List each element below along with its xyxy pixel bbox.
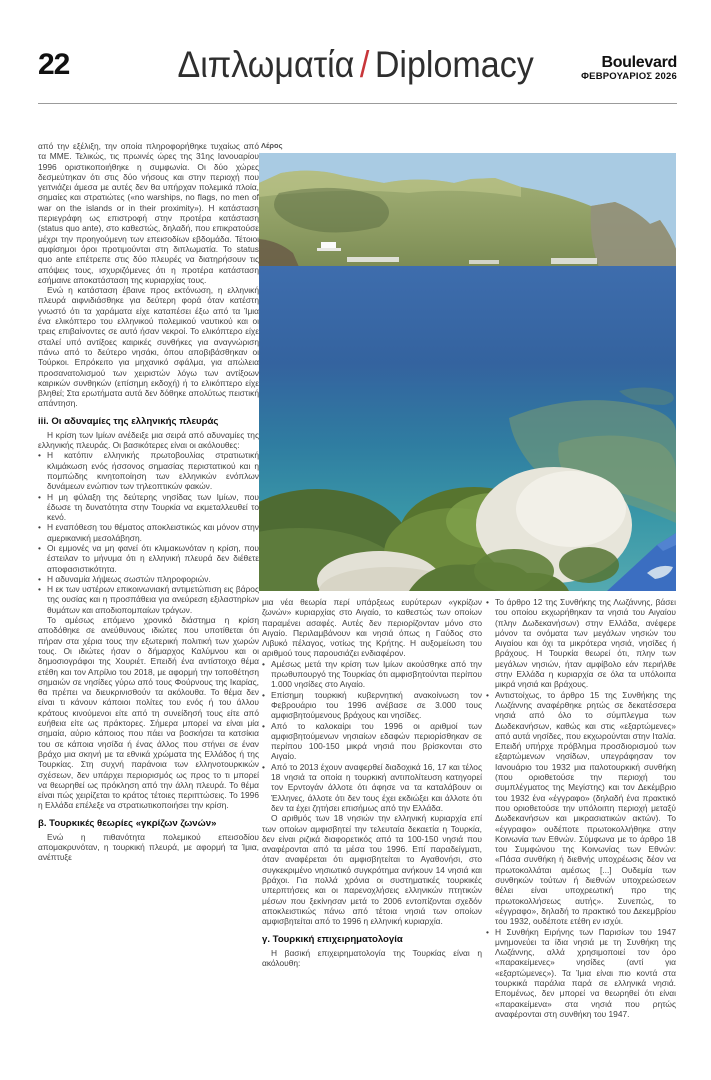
bullet-marker: • [486, 926, 489, 937]
paragraph: Η βασική επιχειρηματολογία της Τουρκίας είναι η ακόλουθη: [262, 947, 482, 968]
magazine-name: Boulevard [601, 54, 677, 71]
bullet-marker: • [38, 584, 41, 595]
bullet-text: Η μη φύλαξη της δεύτερης νησίδας των Ιμίων, που έδωσε τη δυνατότητα στην Τουρκία να εκμεταλλευθεί το κενό. [47, 491, 259, 523]
section-heading: iii. Οι αδυναμίες της ελληνικής πλευράς [38, 415, 219, 427]
bullet-text: Η εκ των υστέρων επικοινωνιακή αντιμετώπιση εις βάρος της ουσίας και η προσπάθεια για ανεύρεση εξιλαστηρίων θυμάτων και αποδιοπομπαίων τράγων. [47, 584, 259, 615]
paragraph: Το αμέσως επόμενο χρονικό διάστημα η κρίση αποδόθηκε σε ανεύθυνους ιδιώτες που υποτίθεται ότι πήραν στα χέρια τους την εξωτερική πολιτική των χωρών τους. Οι ιδιώτες ήσαν ο δήμαρχος Καλύμνου και οι δημοσιογράφοι της Χουριέτ. Επειδή ένα αντίστοιχο θέμα ετέθη και τον Απρίλιο του 2018, με αφορμή την τοποθέτηση σημαιών σε νησίδες γύρω από τους Φούρνους της Ικαρίας, θα πρέπει να διευκρινισθούν τα ακόλουθα. Το θέμα δεν είναι τι κάνουν κάποιοι πολίτες του ενός ή του άλλου κράτους κινούμενοι είτε από τη συνείδησή τους είτε από ευήθεια είτε ως πράκτορες. Σήμερα μπορεί να είναι μία σημαία, αύριο κάποιος που πάει να βοσκήσει τα κατσίκια του σε κάποια νησίδα ή ένας άλλος που στήνει σε έναν βράχο μια σκηνή με τα εθνικά χρώματα της Ελλάδος ή της Τουρκίας. Στη συχνή παράνοια των ελληνοτουρκικών σχέσεων, δεν υπάρχει περιορισμός ως προς το τι μπορεί να θεωρηθεί ως πρόκληση από την άλλη πλευρά. Το θέμα είναι πώς χειρίζεται το κράτος τέτοιες περιπτώσεις. Το 1996 η Ελλάδα επέλεξε να στρατιωτικοποιήσει την κρίση. [38, 615, 259, 811]
text-column-middle [262, 597, 482, 968]
bullet-item [38, 574, 259, 584]
paragraph: Ο αριθμός των 18 νησιών την ελληνική κυριαρχία επί των οποίων αμφισβητεί την τελευταία δεκαετία η Τουρκία, δεν είναι ριζικά διαφορετικός από τα 100-150 νησιά που αναφέρονται από τα μέσα του 1996. Επί παραδείγματι, όταν αναφέρεται ότι αμφισβητείται το Αγαθονήσι, στο συγκεκριμένο νησιωτικό συγκρότημα ανήκουν 14 νησιά και βράχοι. Για πολλά χρόνια οι συστηματικές τουρκικές υπερπτήσεις και οι παρενοχλήσεις ελληνικών πτητικών μέσων που ξεκίνησαν μετά το 2006 εντοπίζονται σχεδόν αποκλειστικώς πάνω από τέτοια νησιά των οποίων αμφισβητείται από το 1996 η ελληνική κυριαρχία. [262, 813, 482, 927]
bullet-marker: • [262, 689, 265, 700]
paragraph: μια νέα θεωρία περί υπάρξεως ευρύτερων «γκρίζων ζωνών» κυριαρχίας στο Αιγαίο, το καθεστώς των οποίων παραμένει ασαφές. Αυτές δεν περιορίζονταν μόνο στο Αιγαίο. Περιλαμβάνουν και νησιά όπως η Γαύδος στο Λιβυκό πέλαγος, νοτίως της Κρήτης. Η αυξομείωση του αριθμού τους παρουσιάζει ενδιαφέρον. [262, 597, 482, 659]
paragraph: Ενώ η κατάσταση έβαινε προς εκτόνωση, η ελληνική πλευρά αιφνιδιάσθηκε για δεύτερη φορά όταν κατέστη γνωστό ότι τα χαράματα είχε καταπέσει έξω από τα Ίμια ένα ελικόπτερο του ελληνικού πολεμικού ναυτικού και οι τρεις επιβαίνοντες σε αυτό ήσαν νεκροί. Το ελικόπτερο είχε σταλεί υπό αντίξοες καιρικές συνθήκες για αναγνώριση πάνω από το δεύτερο νησάκι, όπου αποβιβάσθηκαν οι Τούρκοι. Επρόκειτο για μηχανικό σφάλμα, για απώλεια προσανατολισμού των χειριστών λόγω των αντίξοων καιρικών συνθηκών (επίσημη εκδοχή) ή το ελικόπτερο είχε βληθεί; Στα ερωτήματα αυτά δεν δόθηκε απολύτως πειστική απάντηση. [38, 285, 259, 409]
bullet-item [262, 659, 482, 690]
bullet-marker: • [38, 573, 41, 584]
bullet-text: Αμέσως μετά την κρίση των Ιμίων ακούσθηκε από την πρωθυπουργό της Τουρκίας ότι αμφισβητούνται περίπου 1.000 νησίδες στο Αιγαίο. [271, 658, 482, 690]
text-column-right [486, 597, 676, 1019]
shore-buildings-mid [469, 260, 499, 264]
bullet-text: Επίσημη τουρκική κυβερνητική ανακοίνωση τον Φεβρουάριο του 1996 ανέβασε σε 3.000 τους αμφισβητούμενους βράχους και νησίδες. [271, 689, 482, 721]
bullet-text: Το άρθρο 12 της Συνθήκης της Λωζάννης, βάσει του οποίου εκχωρήθηκαν τα νησιά του Αιγαίου (πλην Δωδεκανήσων) στην Ελλάδα, ανέφερε μόνον τα ονόματα των μεγάλων νησιών του Αιγαίου και όχι τα μικρότερα νησιά, νησίδες ή βράχους. Η Τουρκία θεωρεί ότι, πλην των μεγάλων νησιών, ήταν αμφίβολο εάν περιήλθε στην Ελλάδα η κυριαρχία σε όλα τα υπόλοιπα μικρά νησιά και βράχους. [495, 597, 676, 690]
section-heading: γ. Τουρκική επιχειρηματολογία [262, 933, 403, 945]
bullet-item [38, 522, 259, 543]
bullet-marker: • [38, 522, 41, 533]
issue-badge [581, 54, 677, 83]
bullet-text: Η κατόπιν ελληνικής πρωτοβουλίας στρατιωτική κλιμάκωση ενός ήσσονος σημασίας περιστατικού και η πομπώδης κινητοποίηση των ελληνικών ενόπλων δυνάμεων ενώπιον των τηλεοπτικών φακών. [47, 450, 259, 492]
bullet-text: Από το 2013 έχουν αναφερθεί διαδοχικά 16, 17 και τέλος 18 νησιά τα οποία η τουρκική αντιπολίτευση κατηγορεί τον Ερντογάν άλλοτε ότι άφησε να τα καταλάβουν οι Έλληνες, άλλοτε ότι δεν τους έχει εκδιώξει και άλλοτε ότι δεν τα έχει ζητήσει επισήμως από την Ελλάδα. [271, 761, 482, 813]
bullet-marker: • [38, 542, 41, 553]
photo-caption: Λέρος [261, 141, 283, 150]
bullet-text: Αντιστοίχως, το άρθρο 15 της Συνθήκης της Λωζάννης αναφέρθηκε ρητώς σε δεκατέσσερα νησιά από όλο το σύμπλεγμα των Δωδεκανήσων, καθώς και στις «εξαρτώμενες» από αυτά νησίδες, που εκχωρούνται στην Ιταλία. Επειδή υπήρχε πρόβλημα προσδιορισμού των εξαρτώμενων νησίδων, υπεγράφησαν τον Ιανουάριο του 1932 μια ιταλοτουρκική συνθήκη (που οριοθετούσε την περιοχή του συμπλέγματος της Μεγίστης) και τον Δεκέμβριο του 1932 ένα «έγγραφο» (δηλαδή ένα πρακτικό που οριοθετούσε την υπόλοιπη περιοχή μεταξύ Δωδεκανήσων και μικρασιατικών ακτών). Το «έγγραφο» ουδέποτε πρωτοκολλήθηκε στην Κοινωνία των Εθνών. Σύμφωνα με το άρθρο 18 του Συμφώνου της Κοινωνίας των Εθνών: «Πάσα συνθήκη ή διεθνής υποχρέωσις δέον να πρωτοκολλάται αμέσως [...] Ουδεμία των συνθηκών τούτων ή διεθνών υποχρεώσεων θέλει είναι υποχρεωτική προ της πρωτοκολλήσεως αυτής». Συνεπώς, το «έγγραφο», δηλαδή το πρακτικό του Δεκεμβρίου του 1932, ουδέποτε ετέθη εν ισχύι. [495, 689, 676, 927]
paragraph: από την εξέλιξη, την οποία πληροφορήθηκε τυχαίως από τα ΜΜΕ. Τελικώς, τις πρωινές ώρες της 31ης Ιανουαρίου 1996 οριστικοποιήθηκε η συμφωνία. Οι δύο χώρες δεσμεύτηκαν ότι στις δύο νήσους και στην περιοχή που γειτνιάζει άμεσα με αυτές δεν θα υπήρχαν πολεμικά πλοία, σημαίες και στρατιώτες («no warships, no flags, no men of war on the islands or in their proximity»). Η κατάσταση περιεγράφη ως επιστροφή στην προτέρα κατάσταση (status quo ante), στο καθεστώς, δηλαδή, που επικρατούσε μέχρι την προηγούμενη των επεισοδίων εβδομάδα. Τέτοιοι αμφίσημοι όροι προτιμούνται στη διπλωματία. Το status quo ante επέτρεπε στις δύο πλευρές να διατηρήσουν τις απόψεις τους, ισχυριζόμενες ότι η προτέρα κατάσταση εσήμαινε αποκατάσταση της κυριαρχίας τους. [38, 141, 259, 285]
bullet-item [38, 543, 259, 574]
bullet-item [262, 690, 482, 721]
page-number: 22 [38, 48, 70, 81]
page-title-greek: Διπλωματία [177, 44, 355, 85]
bullet-item [38, 492, 259, 523]
bullet-item [262, 762, 482, 813]
header-divider [38, 103, 677, 104]
island-photo [259, 153, 676, 591]
bullet-marker: • [38, 491, 41, 502]
bullet-marker: • [262, 658, 265, 669]
bullet-text: Η αδυναμία λήψεως σωστών πληροφοριών. [47, 573, 211, 584]
title-slash: / [359, 44, 370, 85]
bullet-item [486, 927, 676, 1020]
bullet-text: Από το καλοκαίρι του 1996 οι αριθμοί των αμφισβητούμενων νησιαίων εδαφών περιορίσθηκαν σε περίπου 100-150 μικρά νησιά που βρίσκονται στο Αιγαίο. [271, 720, 482, 762]
section-heading: β. Τουρκικές θεωρίες «γκρίζων ζωνών» [38, 817, 217, 829]
bullet-text: Η Συνθήκη Ειρήνης των Παρισίων του 1947 μνημονεύει τα ίδια νησιά με τη Συνθήκη της Λωζάννης, αλλά χρησιμοποιεί τον όρο «παρακείμενες» νησίδες (αντί για «εξαρτώμενες»). Τα Ίμια είναι πιο κοντά στα τουρκικά παράλια παρά σε ελληνικά νησιά. Επομένως, δεν μπορεί να θεωρηθεί ότι είναι «παρακείμενα» στα νησιά που ρητώς αναφέρονται στη συνθήκη του 1947. [495, 926, 676, 1019]
bullet-marker: • [262, 720, 265, 731]
shore-buildings-right [551, 258, 597, 264]
bullet-text: Η εναπόθεση του θέματος αποκλειστικώς και μόνον στην αμερικανική μεσολάβηση. [47, 522, 259, 543]
bullet-item [38, 450, 259, 491]
island-photo-illustration [259, 153, 676, 591]
issue-date: ΦΕΒΡΟΥΑΡΙΟΣ 2026 [581, 71, 677, 83]
bullet-item [38, 584, 259, 615]
bullet-marker: • [262, 761, 265, 772]
bullet-marker: • [38, 450, 41, 461]
bullet-item [262, 721, 482, 762]
text-column-left [38, 141, 259, 863]
bullet-item [486, 690, 676, 927]
bullet-marker: • [486, 689, 489, 700]
bullet-text: Οι εμμονές να μη φανεί ότι κλιμακωνόταν η κρίση, που έστειλαν το μήνυμα ότι η ελληνική πλευρά δεν διέθετε αποφασιστικότητα. [47, 542, 259, 574]
paragraph: Ενώ η πιθανότητα πολεμικού επεισοδίου απομακρυνόταν, η τουρκική πλευρά, με αφορμή τα Ίμια, ανέπτυξε [38, 831, 259, 863]
paragraph: Η κρίση των Ιμίων ανέδειξε μια σειρά από αδυναμίες της ελληνικής πλευράς. Οι βασικότερες είναι οι ακόλουθες: [38, 429, 259, 451]
bullet-marker: • [486, 597, 489, 607]
bullet-item [486, 597, 676, 690]
page-title-english: Diplomacy [374, 44, 534, 85]
shore-buildings-left [347, 257, 399, 262]
